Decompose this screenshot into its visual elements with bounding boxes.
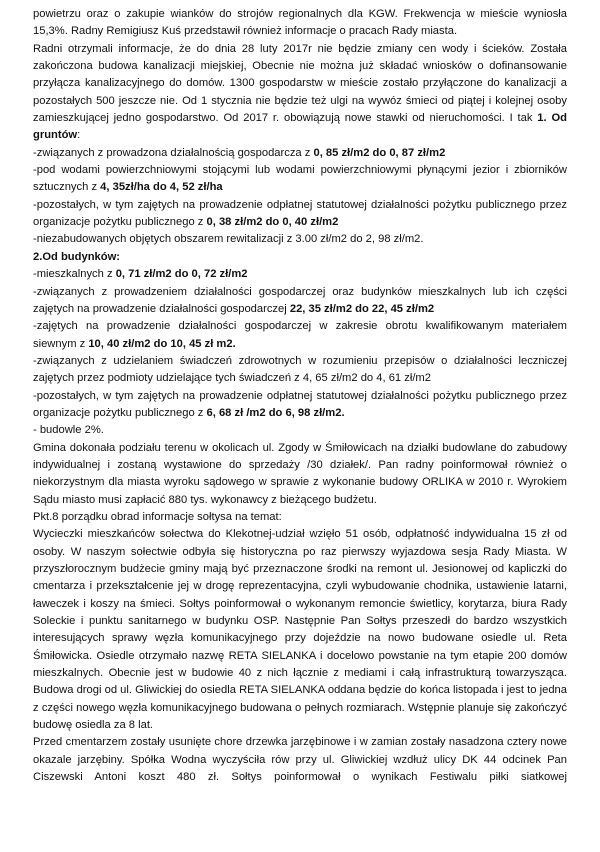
paragraph (33, 422, 567, 439)
text-run: - budowle 2%. (33, 424, 104, 437)
bold-text: 4, 35zł/ha do 4, 52 zł/ha (100, 181, 223, 194)
paragraph (33, 284, 567, 319)
paragraph (33, 231, 567, 248)
document-body (33, 6, 567, 786)
bold-text: 22, 35 zł/m2 do 22, 45 zł/m2 (289, 302, 435, 315)
paragraph (33, 388, 567, 423)
bold-text: 0, 38 zł/m2 do 0, 40 zł/m2 (206, 216, 339, 229)
text-run: -pozostałych, w tym zajętych na prowadzenie odpłatnej statutowej działalności pożytku publicznego przez organizacje pożytku publicznego z (33, 389, 567, 419)
text-run: -niezabudowanych objętych obszarem rewitalizacji z 3.00 zł/m2 do 2, 98 zł/m2. (33, 233, 424, 246)
text-run: Przed cmentarzem zostały usunięte chore drzewka jarzębinowe i w zamian zostały nasadzona cztery nowe okazale jarzębiny. Spółka Wodna wyczyściła rów przy ul. Gliwickiej wzdłuż ulicy DK 44 odcinek Pan Ciszewski Antoni koszt 480 zł. Sołtys poinformował o wynikach Festiwalu piłki siatkowej (33, 736, 567, 784)
text-run: -pod wodami powierzchniowymi stojącymi lub wodami powierzchniowymi płynącymi jezior i zbiorników sztucznych z (33, 164, 567, 194)
text-run: -pozostałych, w tym zajętych na prowadzenie odpłatnej statutowej działalności pożytku publicznego przez organizacje pożytku publicznego z (33, 198, 567, 229)
text-run: powietrzu oraz o zakupie wianków do strojów regionalnych dla KGW. Frekwencja w mieście wyniosła 15,3%. Radny Remigiusz Kuś przedstawił również informacje o pracach Rady miasta. (33, 8, 567, 38)
paragraph (33, 145, 567, 162)
paragraph (33, 440, 567, 509)
bold-text: 10, 40 zł/m2 do 10, 45 zł m2. (88, 337, 236, 350)
text-run: Gmina dokonała podziału terenu w okolicach ul. Zgody w Śmiłowicach na działki budowlane do zabudowy indywidualnej i zostaną wystawione do sprzedaży /30 działek/. Pan radny poinformował również o niekorzystnym dla miasta wyroku sądowego w sprawie z wykonanie budowy ORLIKA w 2010 r. Wyrokiem Sądu miasto musi zapłacić 880 tys. wykonawcy z bieżącego budżetu. (33, 441, 567, 506)
bold-text: 1. Od gruntów (33, 112, 567, 142)
text-run: Wycieczki mieszkańców sołectwa do Klekotnej-udział wzięło 51 osób, odpłatność indywidualna 15 zł od osoby. W naszym sołectwie odbyła się historyczna po raz pierwszy wyjazdowa sesja Rady Miasta. W przyszłorocznym budżecie gminy mają być przeznaczone środki na remont ul. Jesionowej od kapliczki do cmentarza i przekształcenie jej w drogę reprezentacyjna, czyli wybudowanie chodnika, ustawienie latarni, ławeczek i koszy na śmieci. Sołtys poinformował o wykonanym remoncie świetlicy, korytarza, biura Rady Soleckie i punktu sanitarnego w budynku OSP. Następnie Pan Sołtys przeszedł do bardzo wszystkich interesujących sprawy węzła komunikacyjnego przy dojeździe na nowo budowane osiedle ul. Reta Śmiłowicka. Osiedle otrzymało nazwę RETA SIELANKA i docelowo powstanie na tym etapie 200 domów mieszkalnych. Obecnie jest w budowie 40 z nich łącznie z mediami i całą infrastrukturą towarzysząca. Budowa drogi od ul. Gliwickiej do osiedla RETA SIELANKA oddana będzie do końca listopada i jest to jedna z części nowego węzła komunikacyjnego budowana o pełnych rozmiarach. Wstępnie planuje się zakończyć budowę osiedla za 8 lat. (33, 528, 567, 732)
paragraph (33, 197, 567, 232)
paragraph (33, 249, 567, 266)
text-run: : (77, 129, 81, 142)
paragraph (33, 734, 567, 786)
bold-text: 0, 85 zł/m2 do 0, 87 zł/m2 (313, 146, 446, 159)
text-run: -zajętych na prowadzenie działalności gospodarczej w zakresie obrotu kwalifikowanym materiałem siewnym z (33, 320, 567, 350)
paragraph (33, 6, 567, 41)
text-run: Radni otrzymali informacje, że do dnia 28 luty 2017r nie będzie zmiany cen wody i ścieków. Została zakończona budowa kanalizacji miejskiej, Obecnie nie można już składać wniosków o dofinansowanie przyłącza kanalizacyjnego do domów. 1300 gospodarstw w mieście zostało przyłączone do kanalizacji a pozostałych 500 jeszcze nie. Od 1 stycznia nie będzie też ulgi na wywóz śmieci od piątej i kolejnej osoby zamieszkującej jedno gospodarstwo. Od 2017 r. obowiązują nowe stawki od nieruchomości. I tak (33, 42, 567, 125)
paragraph (33, 266, 567, 283)
text-run: Pkt.8 porządku obrad informacje sołtysa na temat: (33, 510, 282, 523)
text-run: -związanych z prowadzeniem działalności gospodarczej oraz budynków mieszkalnych lub ich części zajętych na prowadzenie działalności gospodarczej (33, 285, 567, 315)
paragraph (33, 526, 567, 734)
paragraph (33, 318, 567, 353)
text-run: -związanych z udzielaniem świadczeń zdrowotnych w rozumieniu przepisów o działalności leczniczej zajętych przez podmioty udzielające tych świadczeń z 4, 65 zł/m2 do 4, 61 zł/m2 (33, 354, 567, 385)
paragraph (33, 509, 567, 526)
text-run: -mieszkalnych z (33, 268, 116, 281)
bold-text: 2.Od budynków: (33, 250, 121, 263)
text-run: -związanych z prowadzona działalnością gospodarcza z (33, 146, 314, 159)
bold-text: 0, 71 zł/m2 do 0, 72 zł/m2 (115, 268, 248, 281)
paragraph (33, 162, 567, 197)
bold-text: 6, 68 zł /m2 do 6, 98 zł/m2. (206, 406, 345, 419)
paragraph (33, 353, 567, 388)
paragraph (33, 41, 567, 145)
